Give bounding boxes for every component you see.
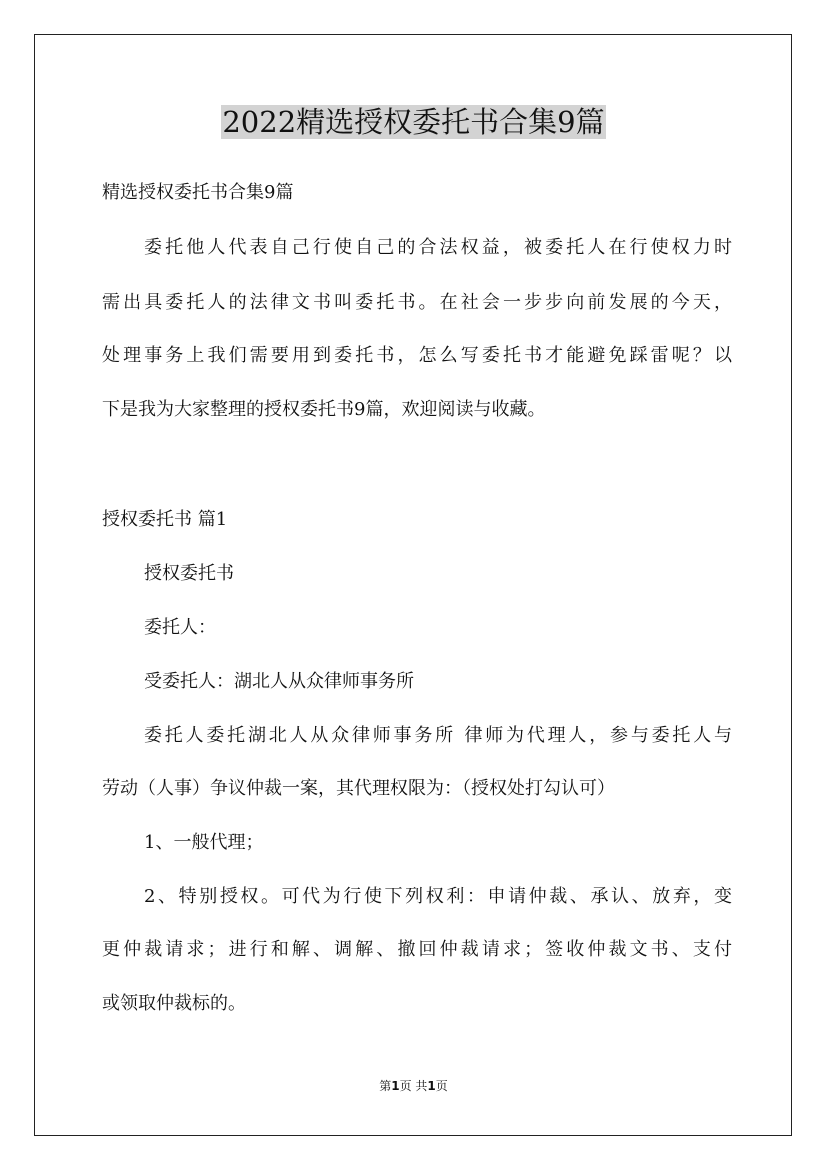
authorization-paragraph-line-2: 劳动（人事）争议仲裁一案，其代理权限为：（授权处打勾认可）	[102, 778, 615, 799]
intro-paragraph-line-4: 下是我为大家整理的授权委托书9篇，欢迎阅读与收藏。	[102, 399, 546, 420]
total-page-number: 1	[427, 1079, 436, 1093]
item-special-authorization-line-3: 或领取仲裁标的。	[102, 993, 246, 1014]
item-special-authorization-line-1: 2、特别授权。可代为行使下列权利：申请仲裁、承认、放弃，变	[144, 886, 732, 907]
item-general-agency: 1、一般代理；	[144, 832, 264, 853]
page-footer: 第1页 共1页	[379, 1079, 448, 1093]
subtitle-line: 精选授权委托书合集9篇	[102, 182, 294, 203]
intro-paragraph-line-3: 处理事务上我们需要用到委托书，怎么写委托书才能避免踩雷呢？以	[102, 345, 732, 366]
authorization-paragraph-line-1: 委托人委托湖北人从众律师事务所 律师为代理人，参与委托人与	[144, 725, 732, 746]
current-page-number: 1	[391, 1079, 400, 1093]
document-title: 2022精选授权委托书合集9篇	[222, 105, 605, 139]
intro-paragraph-line-2: 需出具委托人的法律文书叫委托书。在社会一步步向前发展的今天，	[102, 292, 732, 313]
principal-field: 委托人：	[144, 617, 216, 638]
agent-field: 受委托人：湖北人从众律师事务所	[144, 671, 414, 692]
intro-paragraph-line-1: 委托他人代表自己行使自己的合法权益，被委托人在行使权力时	[144, 237, 732, 258]
section-heading: 授权委托书 篇1	[102, 509, 228, 530]
letter-title: 授权委托书	[144, 563, 234, 584]
item-special-authorization-line-2: 更仲裁请求；进行和解、调解、撤回仲裁请求；签收仲裁文书、支付	[102, 939, 732, 960]
